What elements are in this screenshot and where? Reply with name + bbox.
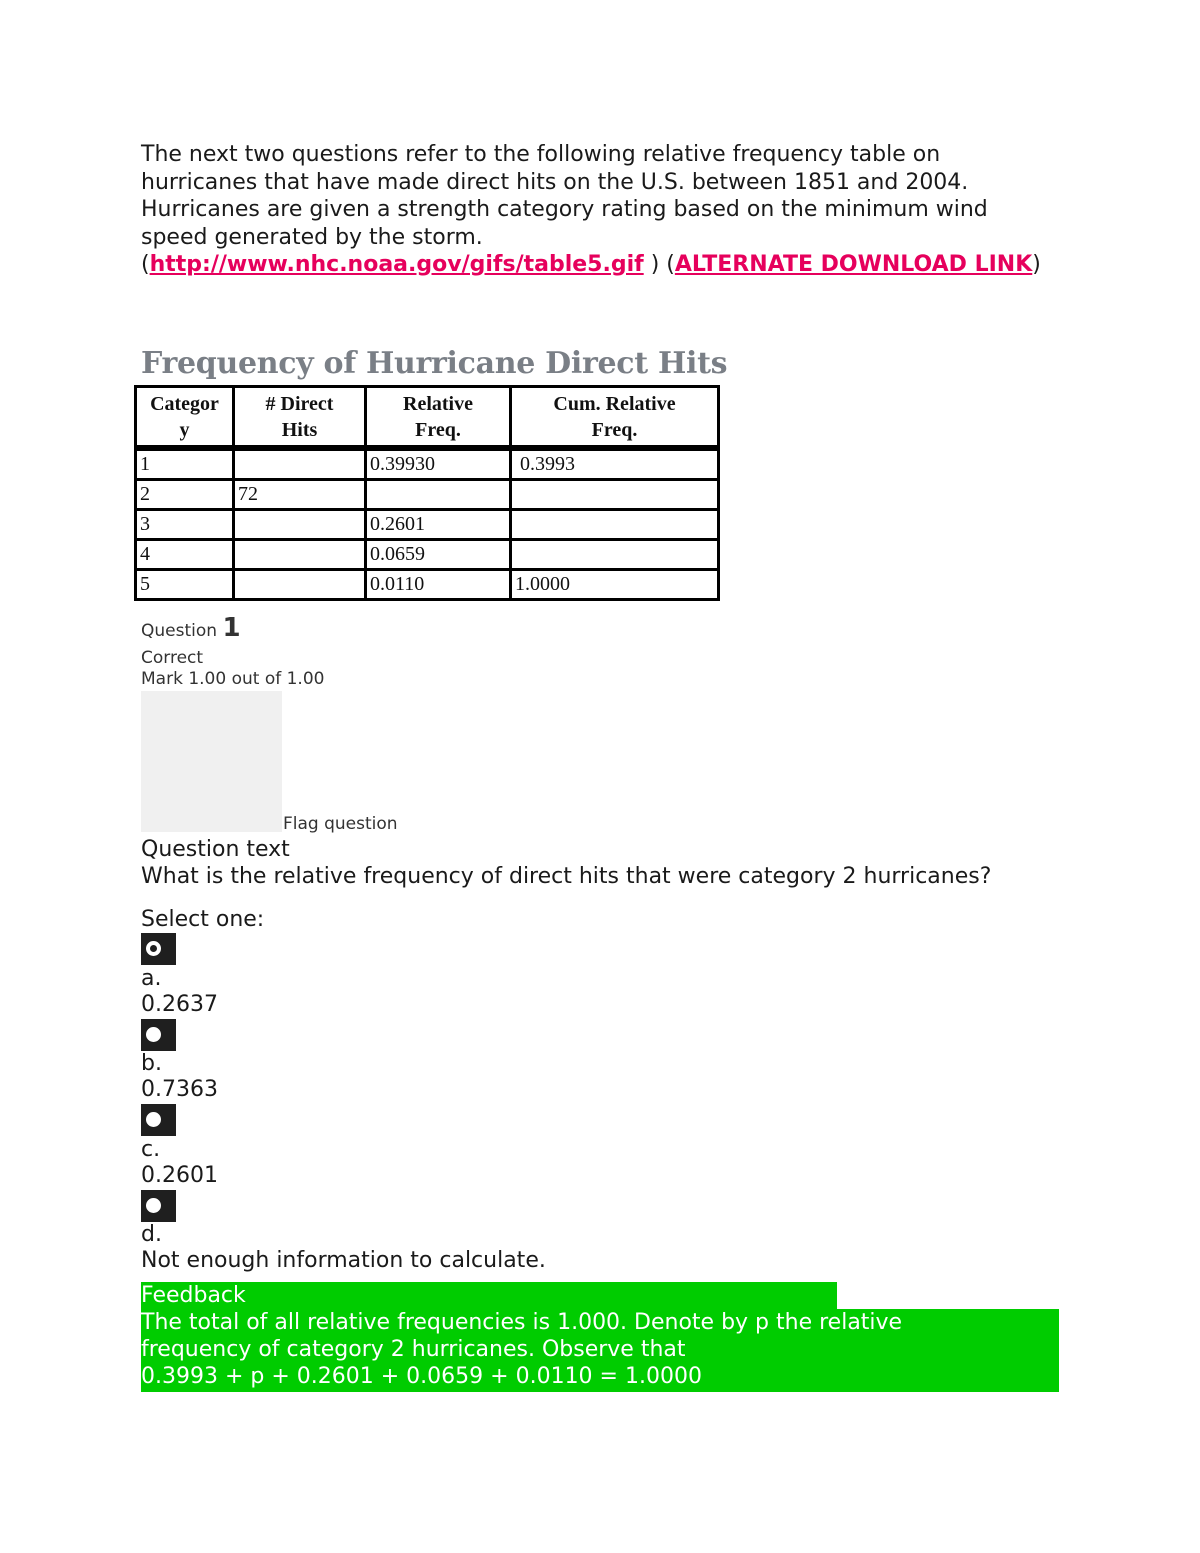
intro-text: The next two questions refer to the following relative frequency table on hurricanes that have made direct hits on the U.S. between 1851 and 2004. Hurricanes are given a strength category rating based on the minimum wind speed generated by the storm. (141, 142, 988, 250)
table-cell (511, 510, 719, 540)
question-state: Correct (141, 648, 204, 668)
question-label: Question (141, 621, 218, 641)
table-cell (511, 480, 719, 510)
table-cell (234, 540, 366, 570)
table-cell (234, 510, 366, 540)
table-image-link[interactable]: http://www.nhc.noaa.gov/gifs/table5.gif (149, 252, 644, 277)
option-b-radio[interactable] (141, 1019, 176, 1051)
table-cell (511, 540, 719, 570)
table-cell: 0.3993 (511, 450, 719, 480)
link-paren-open: ( (141, 252, 150, 277)
header-cum-relative-freq: Cum. Relative Freq. (511, 387, 719, 447)
option-c-radio[interactable] (141, 1104, 176, 1136)
table-cell: 3 (136, 510, 234, 540)
option-b-text[interactable]: 0.7363 (141, 1077, 218, 1102)
table-cell (366, 480, 511, 510)
table-title: Frequency of Hurricane Direct Hits (141, 346, 728, 381)
radio-unchecked-icon (146, 1027, 161, 1042)
option-c-text[interactable]: 0.2601 (141, 1163, 218, 1188)
table-cell: 0.39930 (366, 450, 511, 480)
table-row (136, 480, 719, 510)
alternate-download-link[interactable]: ALTERNATE DOWNLOAD LINK (674, 252, 1033, 277)
radio-unchecked-icon (146, 1112, 161, 1127)
link-separator: ) ( (643, 252, 675, 277)
option-d-radio[interactable] (141, 1190, 176, 1222)
table-row (136, 570, 719, 600)
table-cell: 0.0110 (366, 570, 511, 600)
option-d-letter: d. (141, 1222, 162, 1247)
frequency-table (134, 385, 720, 601)
feedback-heading: Feedback (141, 1282, 837, 1309)
question-number (141, 613, 241, 643)
table-cell: 4 (136, 540, 234, 570)
question-number-value: 1 (222, 613, 241, 643)
option-c-letter: c. (141, 1137, 161, 1162)
intro-paragraph (141, 141, 1061, 279)
radio-checked-icon (146, 941, 161, 956)
option-a-text[interactable]: 0.2637 (141, 992, 218, 1017)
question-text: What is the relative frequency of direct hits that were category 2 hurricanes? (141, 864, 992, 889)
flag-icon[interactable] (141, 691, 282, 832)
link-paren-close: ) (1032, 252, 1041, 277)
table-cell: 72 (234, 480, 366, 510)
question-status (141, 648, 324, 690)
table-row (136, 510, 719, 540)
table-cell: 0.0659 (366, 540, 511, 570)
table-row (136, 450, 719, 480)
table-header-row (136, 387, 719, 447)
feedback-equation: 0.3993 + p + 0.2601 + 0.0659 + 0.0110 = 1.0000 (141, 1364, 702, 1389)
table-cell: 5 (136, 570, 234, 600)
select-one-prompt: Select one: (141, 907, 265, 932)
option-a-radio[interactable] (141, 933, 176, 965)
radio-unchecked-icon (146, 1198, 161, 1213)
table-row (136, 540, 719, 570)
feedback-line: frequency of category 2 hurricanes. Observe that (141, 1337, 686, 1362)
option-a-letter: a. (141, 966, 162, 991)
header-category: Categor y (136, 387, 234, 447)
flag-question-link[interactable]: Flag question (283, 814, 398, 834)
table-cell: 2 (136, 480, 234, 510)
table-cell: 1.0000 (511, 570, 719, 600)
feedback-body (141, 1309, 1059, 1392)
header-direct-hits: # Direct Hits (234, 387, 366, 447)
feedback-line: The total of all relative frequencies is 1.000. Denote by p the relative (141, 1310, 903, 1335)
question-text-heading: Question text (141, 837, 290, 862)
table-cell: 0.2601 (366, 510, 511, 540)
question-mark: Mark 1.00 out of 1.00 (141, 669, 325, 689)
table-cell (234, 450, 366, 480)
table-cell (234, 570, 366, 600)
header-relative-freq: Relative Freq. (366, 387, 511, 447)
option-b-letter: b. (141, 1051, 162, 1076)
table-cell: 1 (136, 450, 234, 480)
option-d-text[interactable]: Not enough information to calculate. (141, 1248, 546, 1273)
